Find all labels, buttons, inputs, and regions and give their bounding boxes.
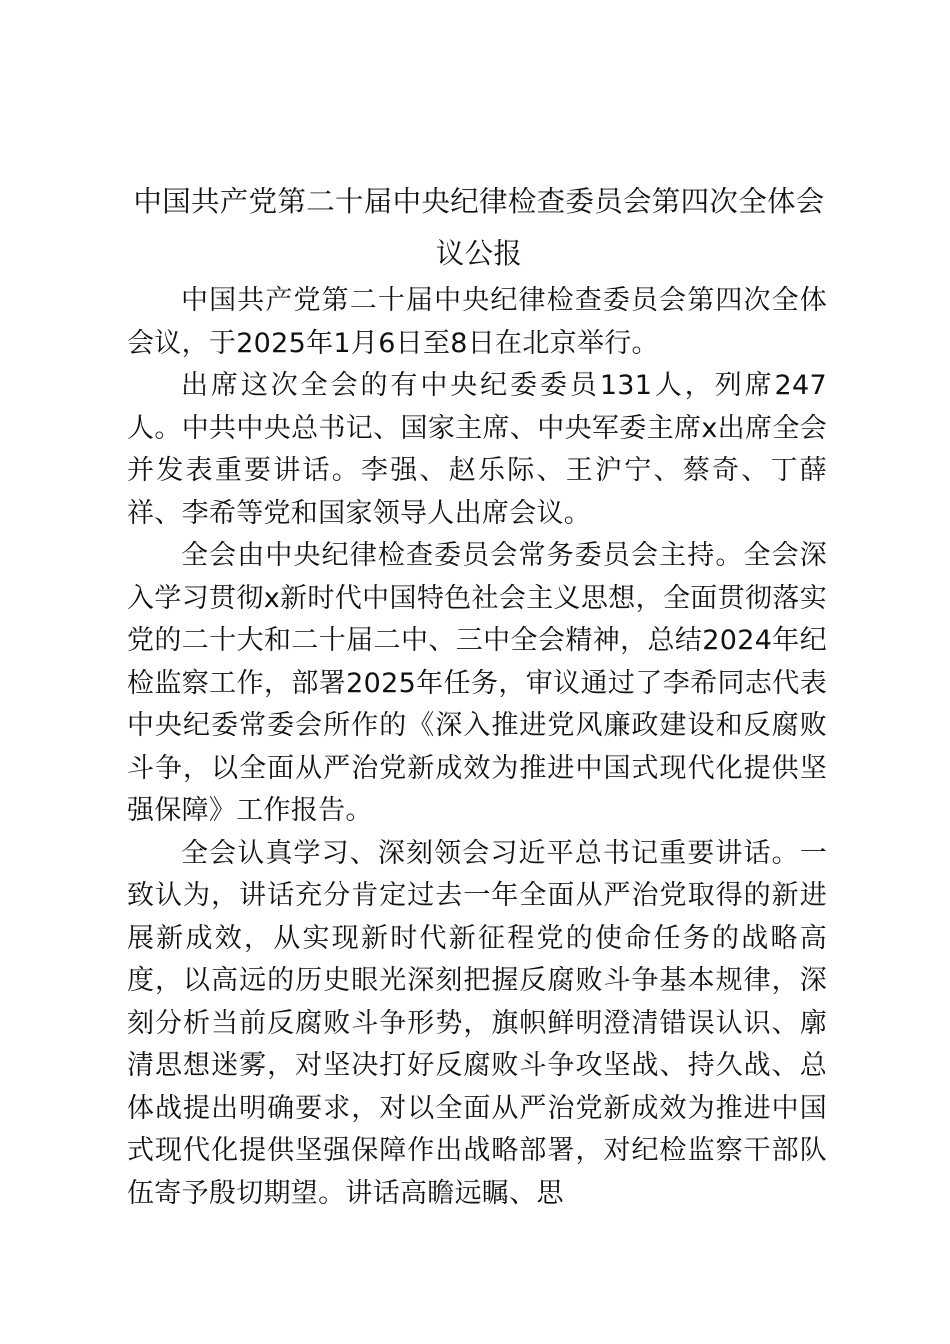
- document-body: [127, 280, 827, 1215]
- document-title: 中国共产党第二十届中央纪律检查委员会第四次全体会议公报: [133, 185, 825, 270]
- paragraph-meeting-date: 中国共产党第二十届中央纪律检查委员会第四次全体会议，于2025年1月6日至8日在北京举行。: [127, 285, 827, 359]
- paragraph-session-summary: 全会由中央纪律检查委员会常务委员会主持。全会深入学习贯彻x新时代中国特色社会主义思想，全面贯彻落实党的二十大和二十届二中、三中全会精神，总结2024年纪检监察工作，部署2025年任务，审议通过了李希同志代表中央纪委常委会所作的《深入推进党风廉政建设和反腐败斗争，以全面从严治党新成效为推进中国式现代化提供坚强保障》工作报告。: [127, 540, 827, 826]
- paragraph-attendance: 出席这次全会的有中央纪委委员131人，列席247人。中共中央总书记、国家主席、中央军委主席x出席全会并发表重要讲话。李强、赵乐际、王沪宁、蔡奇、丁薛祥、李希等党和国家领导人出席会议。: [127, 370, 827, 529]
- paragraph-speech-summary: 全会认真学习、深刻领会习近平总书记重要讲话。一致认为，讲话充分肯定过去一年全面从严治党取得的新进展新成效，从实现新时代新征程党的使命任务的战略高度，以高远的历史眼光深刻把握反腐败斗争基本规律，深刻分析当前反腐败斗争形势，旗帜鲜明澄清错误认识、廓清思想迷雾，对坚决打好反腐败斗争攻坚战、持久战、总体战提出明确要求，对以全面从严治党新成效为推进中国式现代化提供坚强保障作出战略部署，对纪检监察干部队伍寄予殷切期望。讲话高瞻远瞩、思: [127, 837, 827, 1209]
